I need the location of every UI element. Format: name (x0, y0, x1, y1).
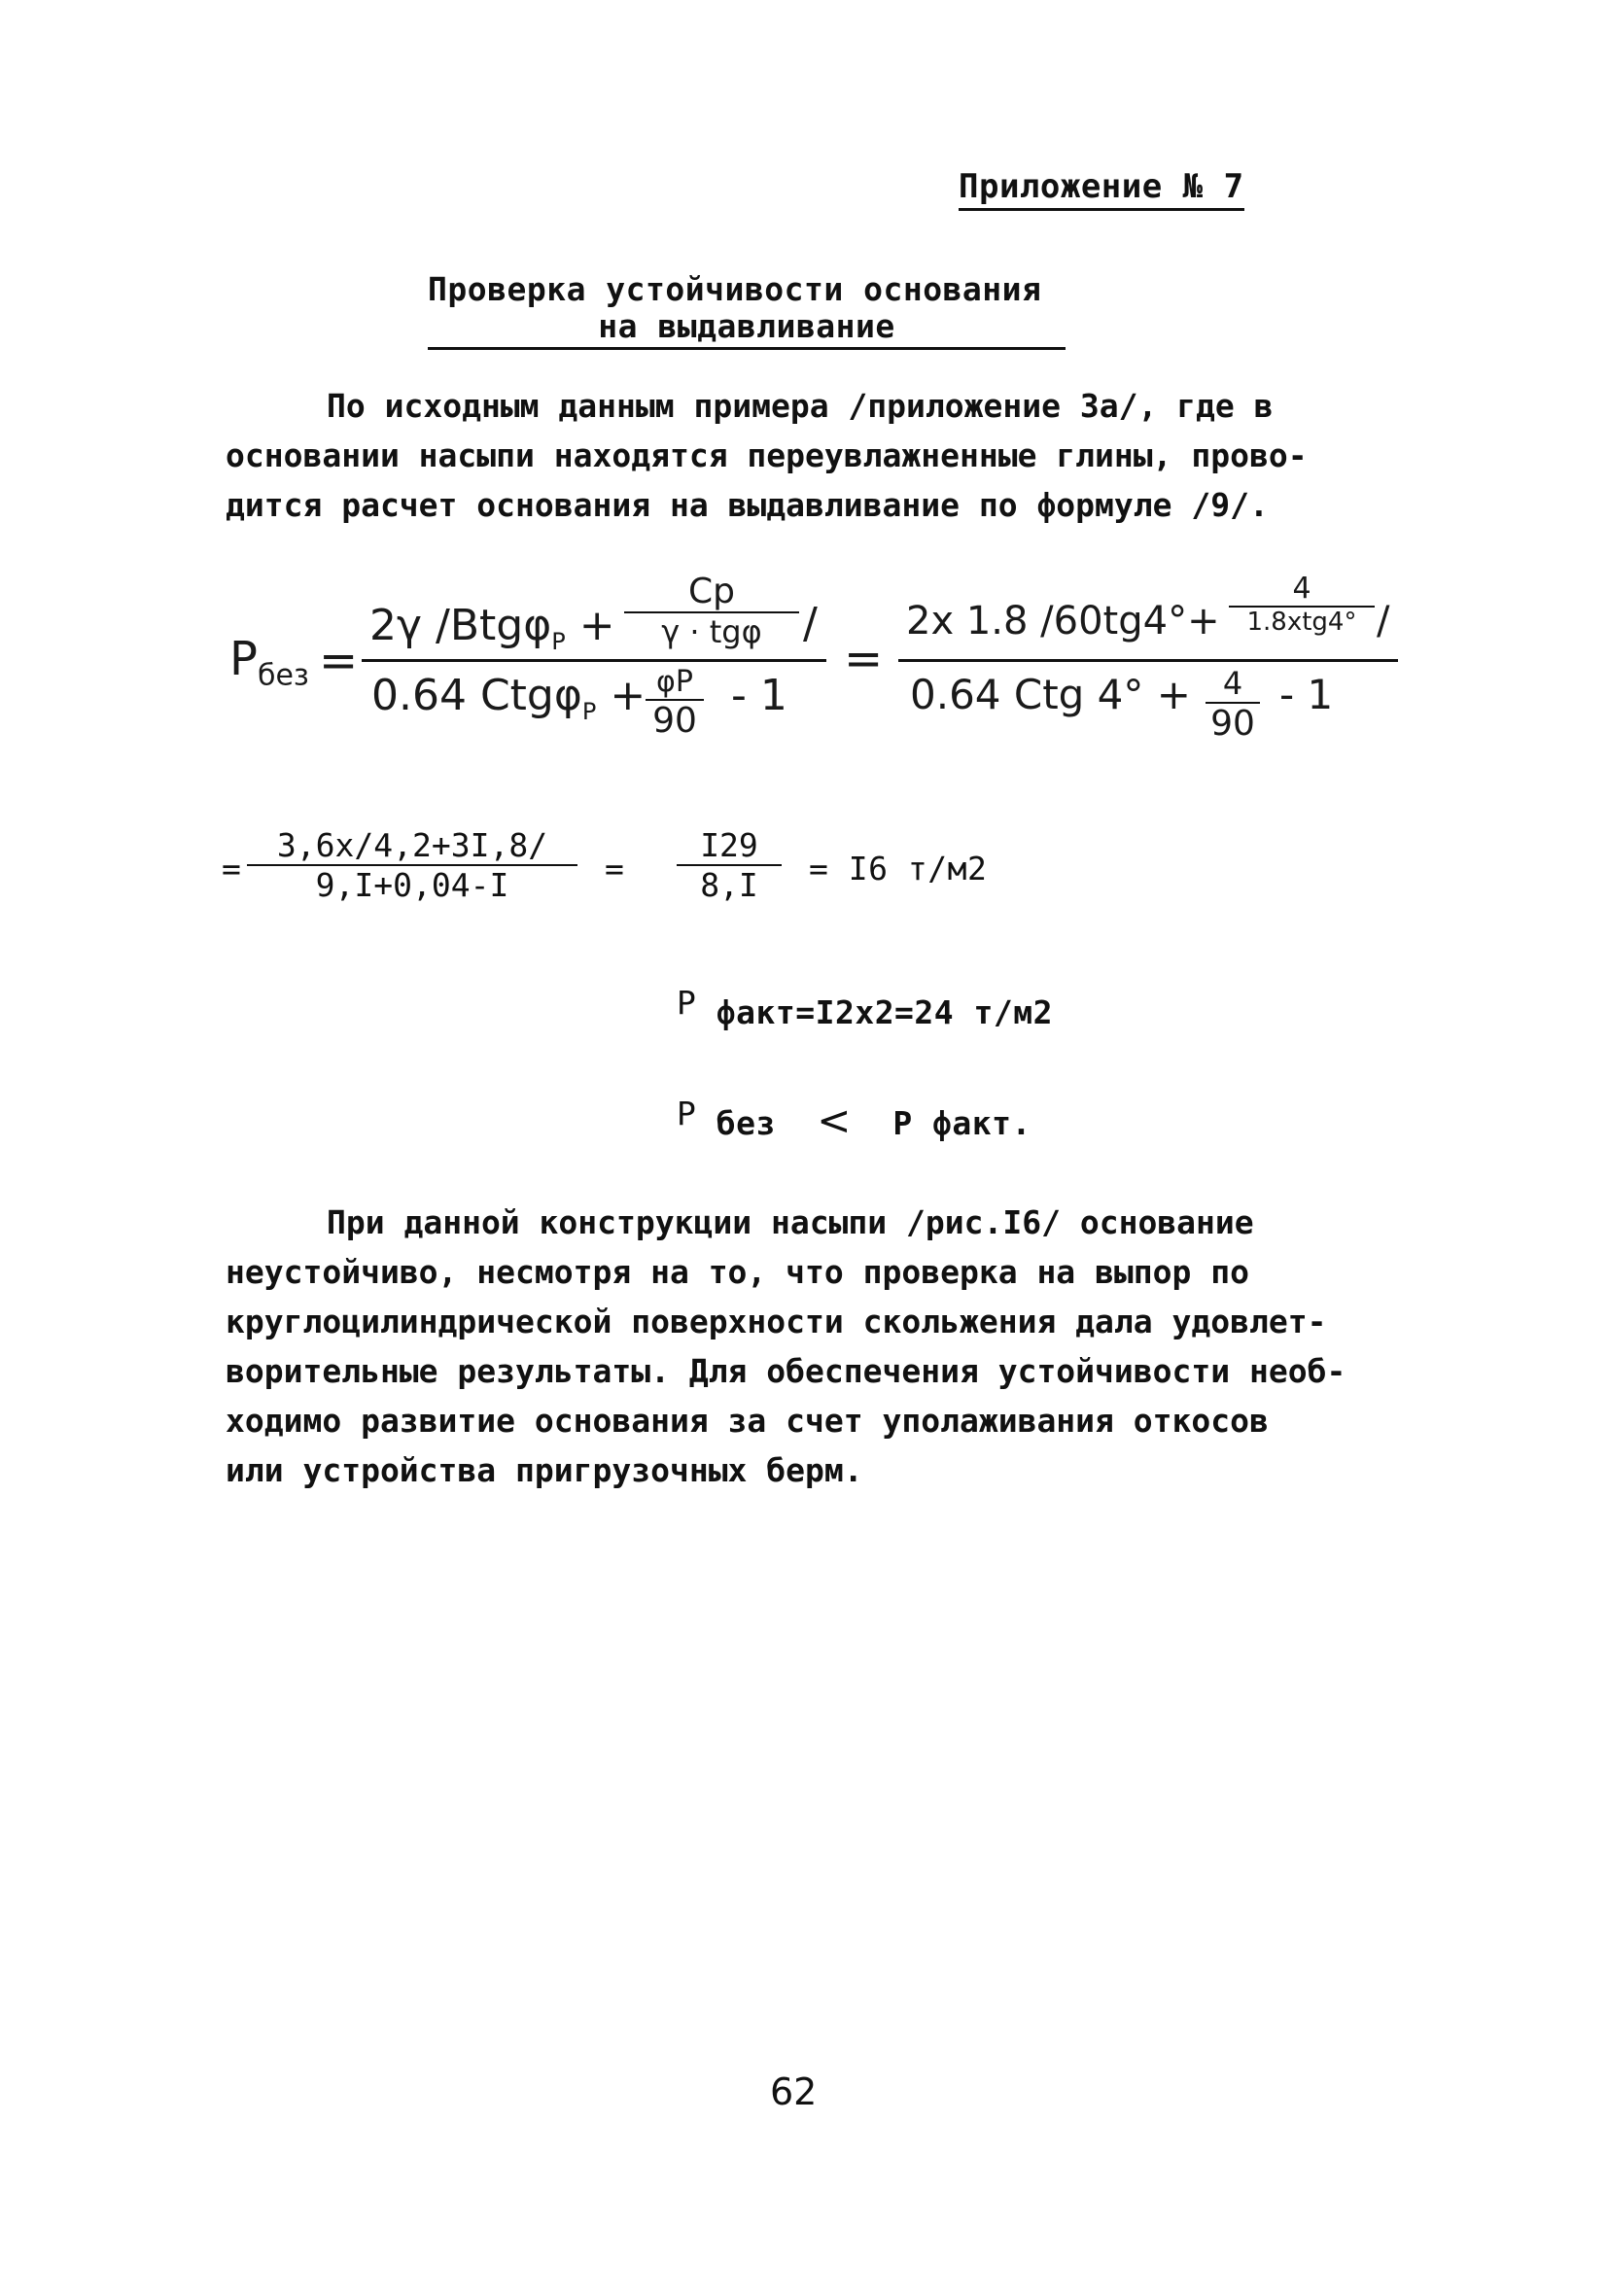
intro-line-2: основании насыпи находятся переувлажненные глины, прово- (226, 436, 1308, 474)
general-numerator (369, 601, 615, 655)
general-denominator-left: 0.64 Ctgφ (371, 671, 582, 720)
section-heading-line1: Проверка устойчивости основания (428, 270, 1042, 308)
general-denominator-inner-fraction (646, 665, 704, 741)
general-inner-denominator: γ · tgφ (661, 613, 762, 650)
general-denominator-plus: + (610, 671, 647, 720)
calc-fraction-2-denominator: 8,I (700, 866, 758, 904)
conclusion-line-4: ворительные результаты. Для обеспечения устойчивости необ- (226, 1352, 1346, 1390)
p-fact-text: факт=I2x2=24 т/м2 (716, 993, 1054, 1031)
general-denominator-tail: - 1 (731, 671, 787, 720)
intro-paragraph (226, 381, 1412, 530)
formula-lhs-p: P (229, 632, 258, 686)
calc-equals-2: = (605, 850, 625, 887)
comparison-line (677, 1096, 1031, 1144)
formula-equals-2: = (844, 632, 884, 686)
formula-lhs (229, 632, 309, 693)
general-numerator-close: / (803, 599, 818, 648)
substituted-denominator-tail: - 1 (1279, 671, 1334, 718)
formula-lhs-sub: без (257, 658, 309, 693)
substituted-denominator: 0.64 Ctg 4° + (910, 671, 1191, 718)
substituted-inner-fraction (1229, 572, 1375, 637)
general-numerator-sub: P (551, 627, 566, 655)
conclusion-line-2: неустойчиво, несмотря на то, что проверка на выпор по (226, 1253, 1249, 1291)
conclusion-paragraph (226, 1198, 1412, 1495)
calc-fraction-2-numerator: I29 (700, 826, 758, 864)
calc-fraction-1 (247, 826, 577, 904)
calc-equals-1: = (222, 850, 242, 887)
formula-equals-1: = (319, 634, 359, 688)
substituted-numerator-close: / (1377, 599, 1390, 644)
conclusion-line-1: При данной конструкции насыпи /рис.I6/ основание (327, 1203, 1254, 1241)
substituted-denominator-inner-numerator: 4 (1222, 665, 1243, 702)
comparison-symbol: < (817, 1096, 852, 1144)
general-denominator-sub: P (581, 697, 597, 725)
general-fraction-bar (362, 659, 826, 662)
comparison-p: P (677, 1095, 697, 1132)
comparison-left: без (716, 1104, 776, 1142)
general-inner-fraction (624, 572, 799, 650)
substituted-fraction-bar (898, 659, 1398, 662)
substituted-inner-numerator: 4 (1292, 572, 1311, 606)
intro-line-3: дится расчет основания на выдавливание по формуле /9/. (226, 486, 1269, 524)
general-denominator (371, 671, 646, 725)
general-numerator-left: 2γ /Btgφ (369, 601, 552, 650)
comparison-right: P факт. (892, 1104, 1031, 1142)
conclusion-line-6: или устройства пригрузочных берм. (226, 1451, 863, 1489)
calc-fraction-1-numerator: 3,6x/4,2+3I,8/ (276, 826, 548, 864)
intro-line-1: По исходным данным примера /приложение 3а/, где в (327, 387, 1274, 425)
general-denominator-inner-denominator: 90 (652, 701, 697, 741)
section-heading-line2 (428, 307, 1066, 350)
conclusion-line-5: ходимо развитие основания за счет уполаживания откосов (226, 1402, 1269, 1440)
p-fact-line (677, 984, 1054, 1031)
conclusion-line-3: круглоцилиндрической поверхности скольжения дала удовлет- (226, 1303, 1327, 1340)
substituted-inner-denominator: 1.8xtg4° (1246, 608, 1357, 637)
substituted-numerator: 2x 1.8 /60tg4°+ (906, 599, 1220, 644)
substituted-denominator-inner-denominator: 90 (1210, 704, 1255, 744)
substituted-denominator-inner-fraction (1206, 665, 1260, 744)
general-denominator-inner-numerator: φP (656, 665, 693, 699)
appendix-title: Приложение № 7 (959, 167, 1244, 211)
calc-result: = I6 т/м2 (809, 850, 988, 887)
general-inner-numerator: Cp (688, 572, 735, 611)
calc-fraction-2 (677, 826, 782, 904)
general-numerator-plus: + (578, 601, 615, 650)
page-number: 62 (770, 2070, 818, 2113)
p-fact-p: P (677, 984, 697, 1022)
section-heading-line2-text: на выдавливание (598, 307, 895, 345)
calc-fraction-1-denominator: 9,I+0,04-I (315, 866, 509, 904)
